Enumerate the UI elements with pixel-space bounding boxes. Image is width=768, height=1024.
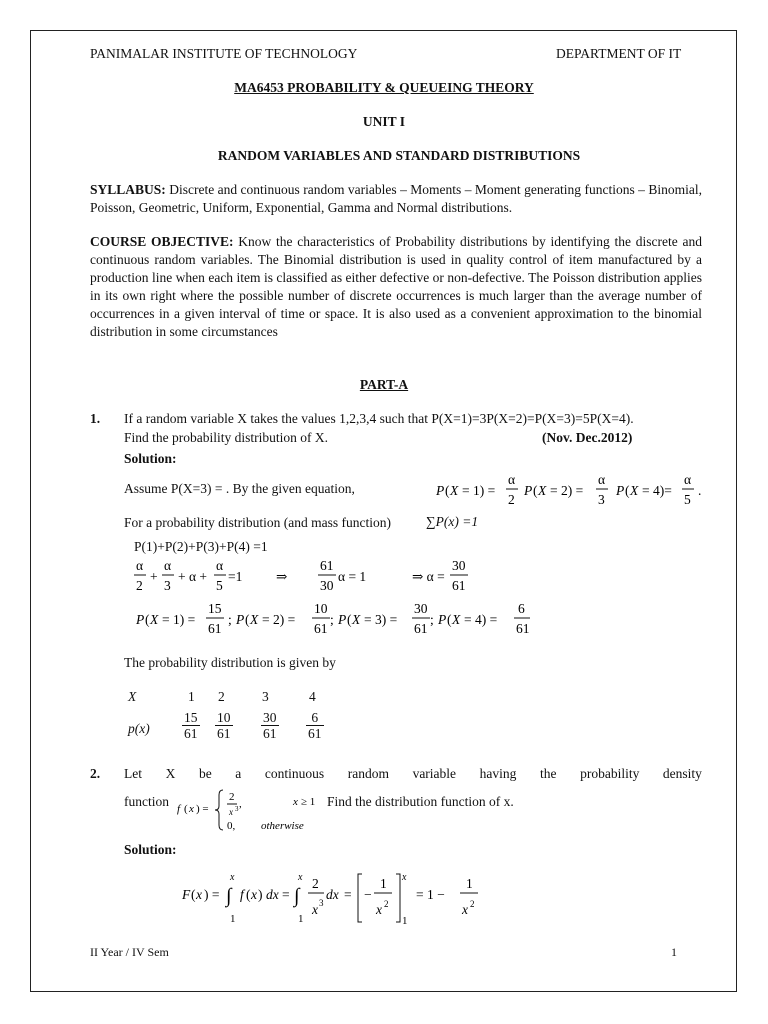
svg-text:1: 1: [298, 913, 304, 925]
svg-text:x: x: [462, 902, 468, 917]
svg-text:61: 61: [208, 621, 222, 636]
svg-text:30: 30: [452, 558, 466, 573]
pmf-statement: For a probability distribution (and mass function): [124, 515, 391, 530]
svg-text:P: P: [338, 612, 347, 627]
svg-text:⇒: ⇒: [276, 569, 288, 584]
svg-text:61: 61: [320, 558, 334, 573]
svg-text:(: (: [445, 483, 450, 498]
svg-text:(: (: [625, 483, 630, 498]
svg-text:10: 10: [314, 601, 328, 616]
svg-text:dx: dx: [326, 887, 339, 902]
svg-text:+: +: [150, 569, 158, 584]
svg-text:x: x: [196, 887, 202, 902]
svg-text:x: x: [230, 872, 235, 883]
page-number: 1: [671, 945, 677, 959]
question-1-line-2: Find the probability distribution of X.: [124, 430, 328, 445]
svg-text:;: ;: [330, 612, 334, 627]
svg-text:X: X: [150, 612, 159, 627]
svg-text:α: α: [164, 558, 172, 573]
svg-text:P: P: [438, 612, 447, 627]
svg-text:(: (: [184, 803, 188, 815]
svg-text:3: 3: [164, 578, 171, 593]
svg-text:X: X: [450, 483, 459, 498]
svg-text:x: x: [229, 807, 233, 817]
svg-text:61: 61: [314, 621, 328, 636]
svg-text:⇒ α =: ⇒ α =: [412, 569, 445, 584]
sum-expression: [426, 514, 478, 530]
question-2-solution-label: Solution:: [124, 842, 177, 857]
svg-text:(: (: [145, 612, 150, 627]
unit-label: UNIT I: [362, 114, 406, 129]
svg-text:61: 61: [452, 578, 466, 593]
svg-text:x: x: [312, 902, 318, 917]
sum-equation: P(1)+P(2)+P(3)+P(4) =1: [134, 539, 268, 554]
svg-text:= 1 −: = 1 −: [416, 887, 445, 902]
svg-text:) =: ) =: [204, 887, 220, 902]
svg-text:=: =: [282, 887, 290, 902]
svg-text:1: 1: [230, 913, 236, 925]
svg-text:1: 1: [402, 915, 408, 926]
unit-title: RANDOM VARIABLES AND STANDARD DISTRIBUTIONS: [217, 148, 581, 163]
footer-year-sem: II Year / IV Sem: [90, 945, 169, 959]
svg-text:α: α: [216, 558, 224, 573]
svg-text:α: α: [136, 558, 144, 573]
table-x-value: 3: [262, 689, 269, 704]
svg-text:1: 1: [380, 876, 387, 891]
svg-text:(: (: [191, 887, 196, 902]
svg-text:F: F: [182, 887, 191, 902]
svg-text:6: 6: [518, 601, 525, 616]
course-objective-paragraph: [90, 233, 702, 341]
svg-text:61: 61: [414, 621, 428, 636]
svg-text:f: f: [240, 887, 244, 902]
objective-text: Know the characteristics of Probability distributions by identifying the discrete and continuous random variables. The Binomial distribution is used in quality control of item manufactured by a production line when each item is classified as either defective or non-defective. The Poisson distribution applies in its own right where the possible number of discrete occurrences is much larger than the average number of occurrences in a given interval of time or space. It is also used as a convenient approximation to the binomial distribution in some circumstances: [90, 234, 703, 339]
svg-text:X: X: [352, 612, 361, 627]
svg-text:P: P: [436, 483, 445, 498]
svg-text:X: X: [538, 483, 547, 498]
svg-text:30: 30: [414, 601, 428, 616]
svg-text:(: (: [533, 483, 538, 498]
svg-text:= 2) =: = 2) =: [550, 483, 584, 498]
svg-text:X: X: [250, 612, 259, 627]
density-function: [175, 784, 327, 836]
part-a-heading: PART-A: [359, 377, 409, 392]
table-probability: $\frac{6}{61}$: [308, 710, 322, 741]
institute-name: PANIMALAR INSTITUTE OF TECHNOLOGY: [90, 46, 358, 61]
svg-text:P: P: [524, 483, 533, 498]
svg-text:1: 1: [466, 876, 473, 891]
table-x-value: 2: [218, 689, 225, 704]
table-x-label: X: [128, 689, 137, 704]
svg-text:): ): [258, 887, 263, 902]
svg-text:2: 2: [470, 899, 475, 909]
svg-text:=: =: [344, 887, 352, 902]
svg-text:x: x: [376, 902, 382, 917]
svg-text:P: P: [136, 612, 145, 627]
svg-text:,: ,: [239, 798, 242, 810]
svg-text:otherwise: otherwise: [261, 820, 304, 832]
svg-text:∫: ∫: [226, 885, 232, 907]
svg-text:= 3) =: = 3) =: [364, 612, 398, 627]
svg-text:= 2) =: = 2) =: [262, 612, 296, 627]
alpha-sum-equation: [128, 556, 488, 596]
svg-text:X: X: [452, 612, 461, 627]
svg-text:;: ;: [430, 612, 434, 627]
question-2-line-1: Let X be a continuous random variable having the probability density: [124, 766, 702, 781]
table-px-label: p(x): [128, 721, 150, 736]
svg-text:;: ;: [228, 612, 232, 627]
objective-label: COURSE OBJECTIVE:: [90, 234, 234, 249]
question-1-solution-label: Solution:: [124, 451, 177, 466]
svg-text:(: (: [245, 612, 250, 627]
table-probability: $\frac{15}{61}$: [184, 710, 198, 741]
svg-text:= 4) =: = 4) =: [464, 612, 498, 627]
svg-text:.: .: [698, 483, 702, 498]
svg-text:α: α: [684, 472, 692, 487]
svg-text:x: x: [189, 803, 194, 815]
svg-text:x: x: [298, 872, 303, 883]
distribution-function-integral: [180, 866, 500, 926]
sum-expression-text: ∑P(x) =1: [426, 514, 479, 529]
svg-text:≥ 1: ≥ 1: [301, 796, 316, 808]
svg-text:2: 2: [229, 791, 235, 803]
table-x-value: 1: [188, 689, 195, 704]
question-2-number: 2.: [90, 766, 101, 781]
svg-text:(: (: [246, 887, 251, 902]
svg-text:P: P: [616, 483, 625, 498]
table-probability: $\frac{30}{61}$: [263, 710, 277, 741]
department-name: DEPARTMENT OF IT: [556, 46, 682, 61]
svg-text:61: 61: [516, 621, 530, 636]
function-label: function: [124, 794, 169, 809]
assume-line: Assume P(X=3) = . By the given equation,: [124, 481, 355, 496]
question-1-exam-ref: (Nov. Dec.2012): [542, 430, 633, 445]
svg-text:30: 30: [320, 578, 334, 593]
svg-text:+ α +: + α +: [178, 569, 208, 584]
svg-text:= 4)=: = 4)=: [642, 483, 672, 498]
distribution-intro: The probability distribution is given by: [124, 655, 336, 670]
table-x-value: 4: [309, 689, 316, 704]
course-title: MA6453 PROBABILITY & QUEUEING THEORY: [234, 80, 534, 95]
svg-text:−: −: [364, 887, 372, 902]
svg-text:∫: ∫: [294, 885, 300, 907]
syllabus-label: SYLLABUS:: [90, 182, 166, 197]
svg-text:3: 3: [319, 898, 324, 908]
svg-text:X: X: [630, 483, 639, 498]
svg-text:α: α: [598, 472, 606, 487]
svg-text:2: 2: [508, 492, 515, 507]
svg-text:f: f: [177, 803, 181, 815]
probability-values-equation: [132, 598, 542, 640]
question-2-prompt: Find the distribution function of x.: [327, 794, 514, 809]
syllabus-text: Discrete and continuous random variables – Moments – Moment generating functions – Binomial, Poisson, Geometric, Uniform, Exponential, Gamma and Normal distributions.: [90, 182, 702, 215]
syllabus-paragraph: [90, 181, 702, 217]
svg-text:α: α: [508, 472, 516, 487]
svg-text:2: 2: [312, 876, 319, 891]
svg-text:5: 5: [684, 492, 691, 507]
svg-text:2: 2: [136, 578, 143, 593]
svg-text:α = 1: α = 1: [338, 569, 367, 584]
svg-text:) =: ) =: [196, 803, 209, 815]
svg-text:0,: 0,: [227, 820, 236, 832]
svg-text:P: P: [236, 612, 245, 627]
svg-text:x: x: [251, 887, 257, 902]
svg-text:5: 5: [216, 578, 223, 593]
svg-text:3: 3: [235, 805, 239, 813]
alpha-equation: [432, 470, 722, 510]
svg-text:2: 2: [384, 899, 389, 909]
svg-text:x: x: [402, 872, 407, 883]
svg-text:(: (: [347, 612, 352, 627]
svg-text:3: 3: [598, 492, 605, 507]
question-1-line-1: If a random variable X takes the values 1,2,3,4 such that P(X=1)=3P(X=2)=P(X=3)=5P(X=4).: [124, 411, 634, 426]
svg-text:= 1) =: = 1) =: [462, 483, 496, 498]
table-probability: $\frac{10}{61}$: [217, 710, 231, 741]
svg-text:x: x: [293, 796, 298, 808]
svg-text:dx: dx: [266, 887, 279, 902]
svg-text:= 1) =: = 1) =: [162, 612, 196, 627]
svg-text:(: (: [447, 612, 452, 627]
svg-text:15: 15: [208, 601, 222, 616]
question-1-number: 1.: [90, 411, 101, 426]
svg-text:=1: =1: [228, 569, 243, 584]
